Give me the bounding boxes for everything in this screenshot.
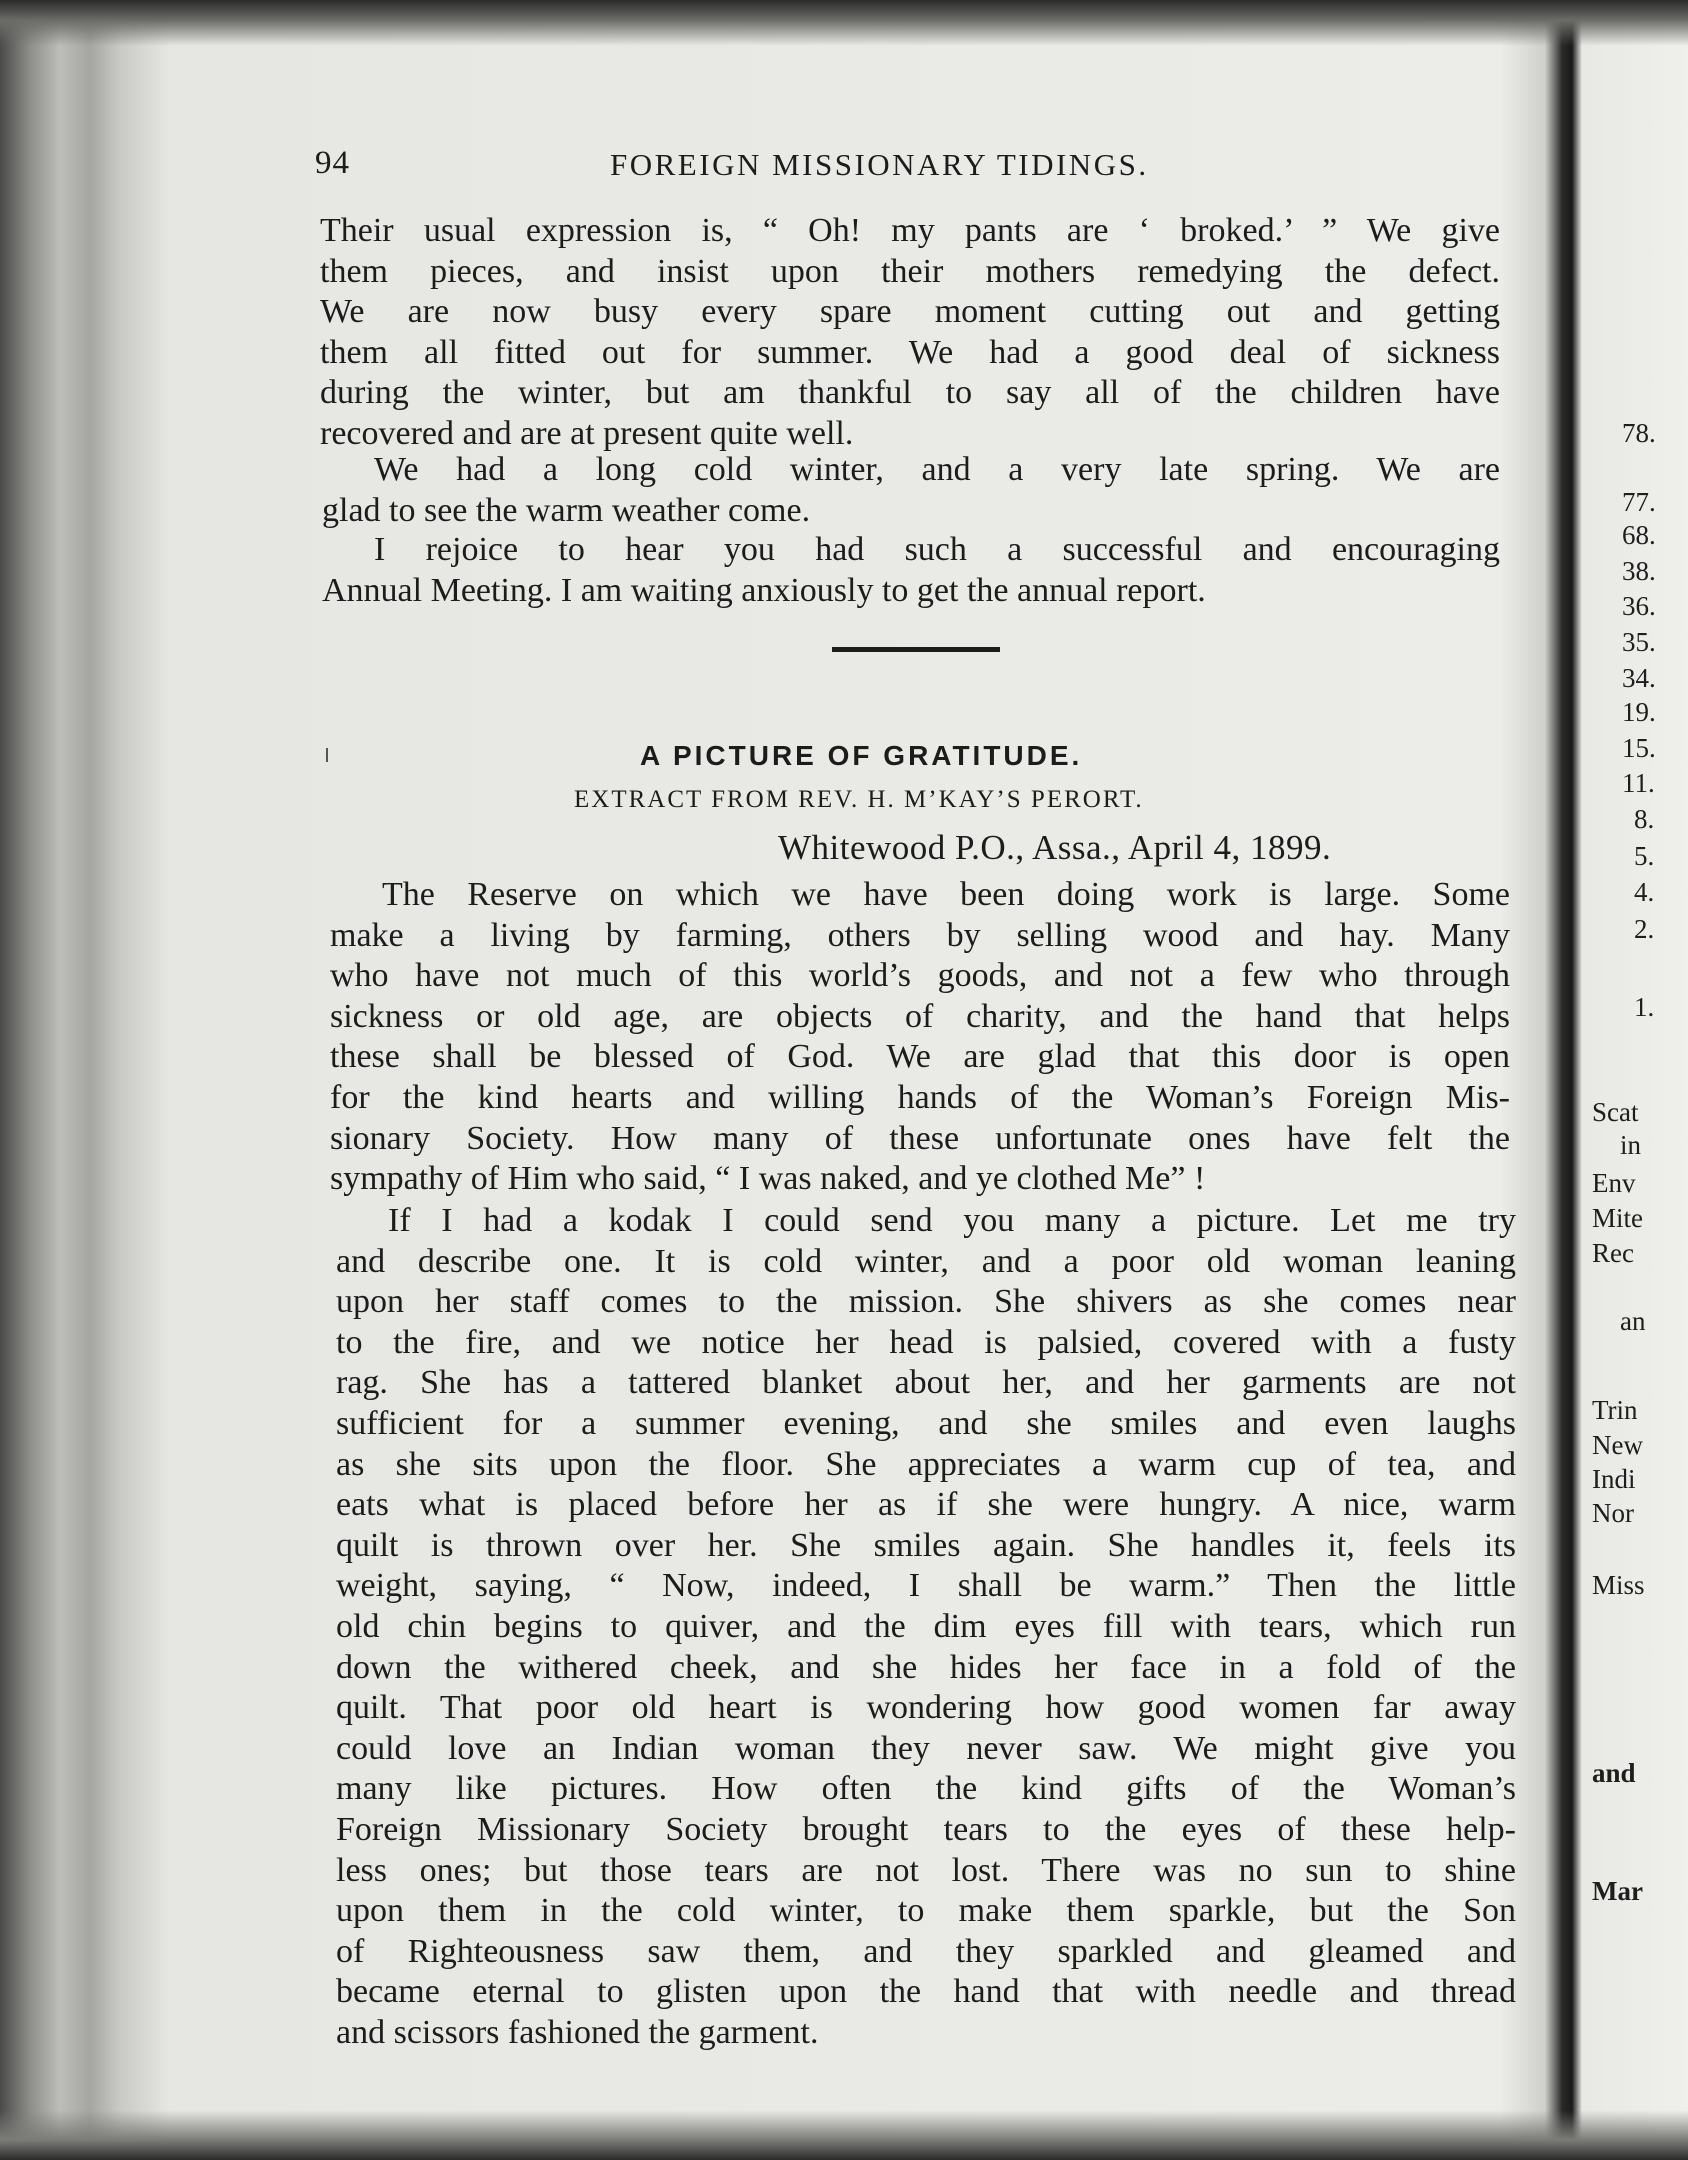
letter-paragraph-2 (322, 450, 1500, 531)
text-fragment: Trin (1592, 1395, 1638, 1425)
text-line: and describe one. It is cold winter, and a poor old woman leaning (336, 1242, 1516, 1280)
text-line: The Reserve on which we have been doing work is large. Some (382, 876, 1510, 913)
text-line: old chin begins to quiver, and the dim eyes fill with tears, which run (336, 1607, 1516, 1645)
list-number: 4. (1634, 877, 1655, 907)
text-line: Annual Meeting. I am waiting anxiously to get the annual report. (322, 571, 1206, 609)
facing-page-fragment (1582, 0, 1688, 2160)
bottom-shadow-edge (0, 2110, 1688, 2160)
text-line: these shall be blessed of God. We are glad that this door is open (330, 1038, 1510, 1076)
text-line: We had a long cold winter, and a very late spring. We are (374, 451, 1500, 488)
list-number: 35. (1622, 627, 1656, 657)
text-line: down the withered cheek, and she hides her face in a fold of the (336, 1648, 1516, 1686)
list-number: 11. (1622, 768, 1655, 798)
text-line: glad to see the warm weather come. (322, 491, 811, 529)
text-fragment: and (1592, 1758, 1636, 1788)
text-line: quilt. That poor old heart is wondering how good women far away (336, 1689, 1516, 1727)
text-line: upon her staff comes to the mission. She shivers as she comes near (336, 1283, 1516, 1321)
text-line: Their usual expression is, “ Oh! my pants are ‘ broked.’ ” We give (320, 212, 1500, 249)
text-fragment: an (1620, 1306, 1646, 1336)
text-line: recovered and are at present quite well. (320, 414, 854, 452)
text-fragment: New (1592, 1430, 1643, 1460)
text-line: became eternal to glisten upon the hand that with needle and thread (336, 1973, 1516, 2011)
list-number: 78. (1622, 418, 1656, 448)
list-number: 8. (1634, 804, 1655, 834)
text-line: sufficient for a summer evening, and she smiles and even laughs (336, 1404, 1516, 1442)
text-line: rag. She has a tattered blanket about her, and her garments are not (336, 1364, 1516, 1402)
text-fragment: Mite (1592, 1203, 1643, 1233)
list-number: 36. (1622, 591, 1656, 621)
text-line: sympathy of Him who said, “ I was naked, and ye clothed Me” ! (330, 1160, 1206, 1198)
text-fragment: Nor (1592, 1498, 1634, 1528)
text-line: If I had a kodak I could send you many a picture. Let me try (388, 1202, 1516, 1239)
text-line: sickness or old age, are objects of charity, and the hand that helps (330, 997, 1510, 1035)
running-title: FOREIGN MISSIONARY TIDINGS. (610, 147, 1149, 182)
margin-mark (326, 748, 328, 762)
page-header (160, 145, 1500, 195)
text-line: and scissors fashioned the garment. (336, 2013, 819, 2051)
text-line: make a living by farming, others by selling wood and hay. Many (330, 916, 1510, 954)
article-title: A PICTURE OF GRATITUDE. (640, 740, 1083, 771)
text-line: quilt is thrown over her. She smiles again. She handles it, feels its (336, 1526, 1516, 1564)
text-line: who have not much of this world’s goods, and not a few who through (330, 957, 1510, 995)
text-line: less ones; but those tears are not lost. There was no sun to shine (336, 1851, 1516, 1889)
text-line: of Righteousness saw them, and they sparkled and gleamed and (336, 1932, 1516, 1970)
text-line: We are now busy every spare moment cutting out and getting (320, 293, 1500, 331)
text-line: many like pictures. How often the kind gifts of the Woman’s (336, 1770, 1516, 1808)
text-line: weight, saying, “ Now, indeed, I shall be warm.” Then the little (336, 1567, 1516, 1605)
text-fragment: Mar (1592, 1876, 1643, 1906)
list-number: 34. (1622, 663, 1656, 693)
text-line: as she sits upon the floor. She appreciates a warm cup of tea, and (336, 1445, 1516, 1483)
list-number: 77. (1622, 487, 1656, 517)
text-line: during the winter, but am thankful to say all of the children have (320, 374, 1500, 412)
top-shadow-edge (0, 0, 1688, 46)
letter-paragraph-3 (322, 530, 1500, 611)
page-number: 94 (315, 145, 350, 181)
list-number: 5. (1634, 841, 1655, 871)
article-paragraph-1 (330, 875, 1510, 1200)
text-fragment: Miss (1592, 1570, 1645, 1600)
list-number: 38. (1622, 556, 1656, 586)
article-paragraph-2 (336, 1201, 1516, 2053)
text-line: I rejoice to hear you had such a successful and encouraging (374, 531, 1500, 568)
list-number: 2. (1634, 914, 1655, 944)
text-line: sionary Society. How many of these unfortunate ones have felt the (330, 1119, 1510, 1157)
text-line: could love an Indian woman they never saw. We might give you (336, 1729, 1516, 1767)
text-fragment: Rec (1592, 1238, 1634, 1268)
article-subtitle: EXTRACT FROM REV. H. M’KAY’S PERORT. (574, 786, 1144, 813)
text-line: for the kind hearts and willing hands of the Woman’s Foreign Mis- (330, 1078, 1510, 1116)
text-line: eats what is placed before her as if she were hungry. A nice, warm (336, 1486, 1516, 1524)
text-fragment: in (1620, 1130, 1642, 1160)
list-number: 15. (1622, 733, 1656, 763)
section-divider (832, 647, 1000, 652)
letter-paragraph-1 (320, 211, 1500, 455)
text-line: Foreign Missionary Society brought tears to the eyes of these help- (336, 1810, 1516, 1848)
text-line: them pieces, and insist upon their mothers remedying the defect. (320, 252, 1500, 290)
text-fragment: Env (1592, 1168, 1636, 1198)
text-line: them all fitted out for summer. We had a good deal of sickness (320, 333, 1500, 371)
text-line: to the fire, and we notice her head is palsied, covered with a fusty (336, 1323, 1516, 1361)
list-number: 1. (1634, 992, 1655, 1022)
list-number: 68. (1622, 520, 1656, 550)
list-number: 19. (1622, 697, 1656, 727)
text-line: upon them in the cold winter, to make them sparkle, but the Son (336, 1892, 1516, 1930)
text-fragment: Scat (1592, 1097, 1639, 1127)
text-fragment: Indi (1592, 1464, 1636, 1494)
article-dateline: Whitewood P.O., Assa., April 4, 1899. (778, 828, 1332, 867)
